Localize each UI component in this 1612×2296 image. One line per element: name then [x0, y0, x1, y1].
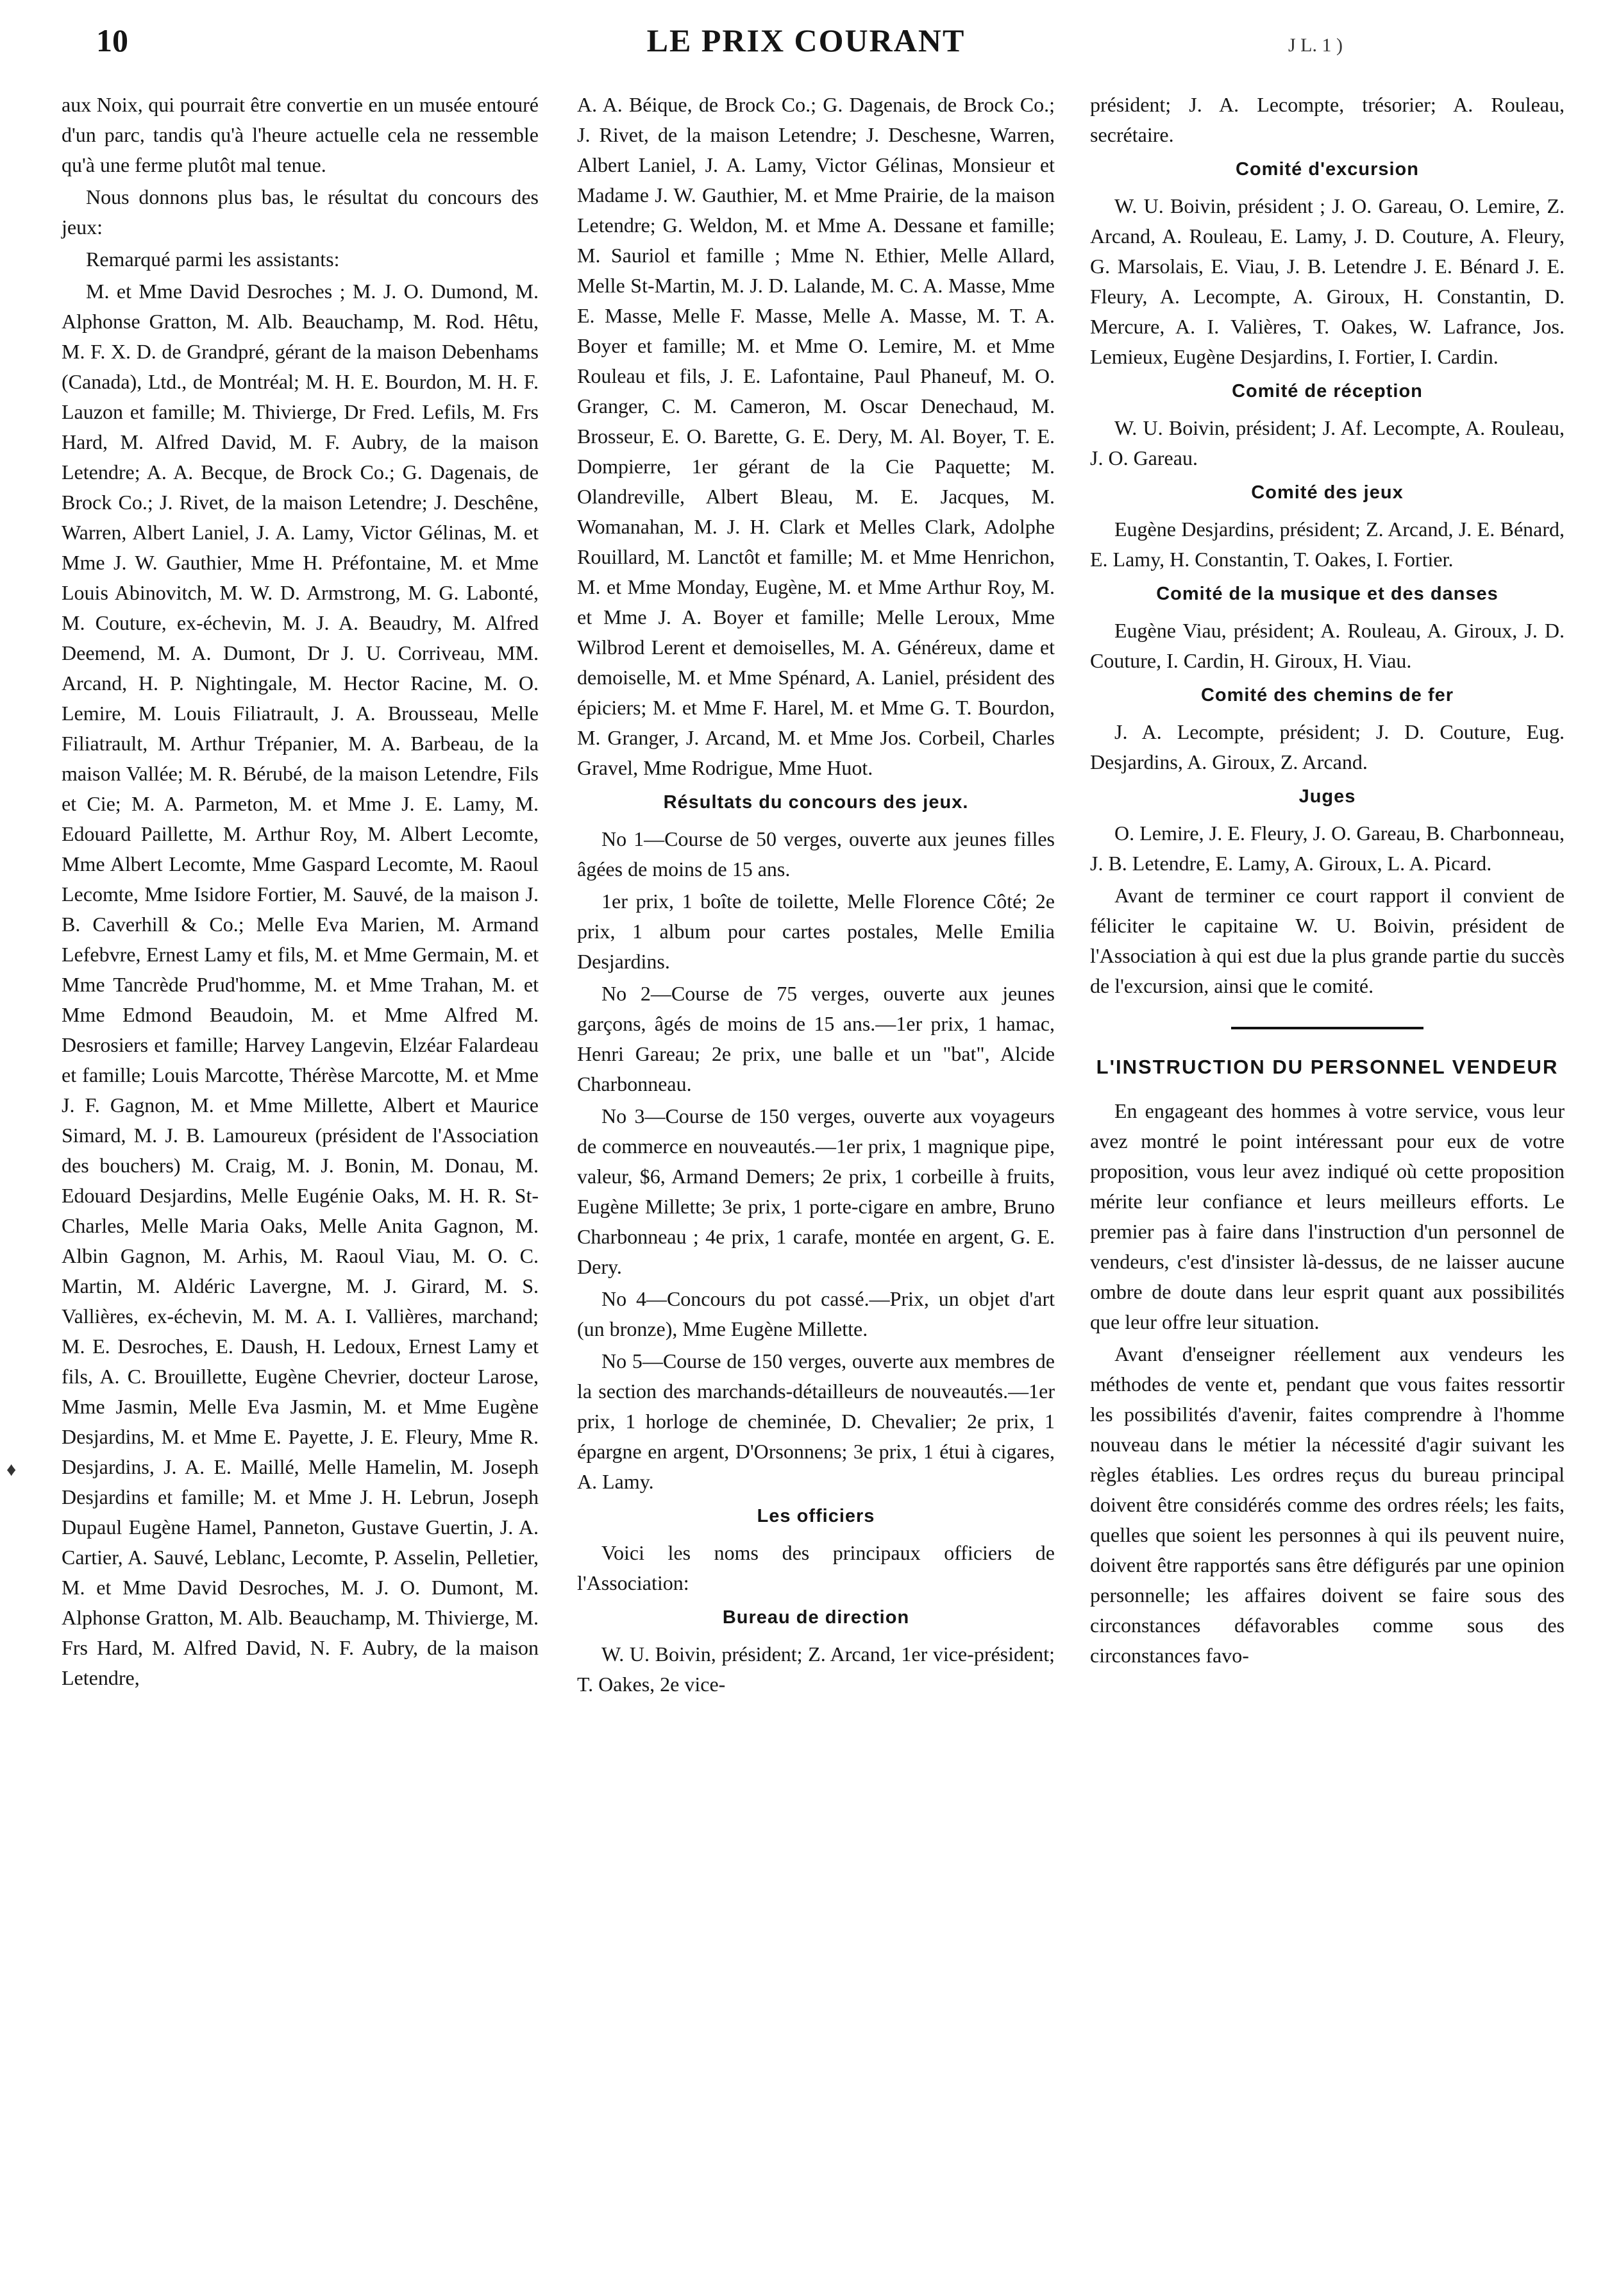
committee-heading: Comité des chemins de fer	[1200, 685, 1454, 705]
article-paragraph: Nous donnons plus bas, le résultat du concours des jeux:	[62, 185, 539, 239]
column-right	[1090, 90, 1565, 1673]
publication-title: LE PRIX COURANT	[646, 22, 966, 58]
result-item: No 4—Concours du pot cassé.—Prix, un objet d'art (un bronze), Mme Eugène Millette.	[577, 1287, 1055, 1340]
committee-members: W. U. Boivin, président; J. Af. Lecompte, A. Rouleau, J. O. Gareau.	[1090, 416, 1565, 469]
article-paragraph: Avant d'enseigner réellement aux vendeurs les méthodes de vente et, pendant que vous faites ressortir les possibilités d'avenir, faites comprendre à l'homme nouveau dans le métier la nécessité d'agir suivant les règles établies. Les ordres reçus du bureau principal doivent être considérés comme des ordres réels; les faits, quelles que soient les personnes à qui ils peuvent nuire, doivent être rapportés sans être défigurés par une opinion personnelle; les affaires doivent se faire sous des circonstances défavorables comme sous des circonstances favo-	[1090, 1342, 1565, 1667]
result-item: No 2—Course de 75 verges, ouverte aux jeunes garçons, âgés de moins de 15 ans.—1er prix, 1 hamac, Henri Gareau; 2e prix, une balle et un "bat", Alcide Charbonneau.	[577, 982, 1055, 1095]
result-item: 1er prix, 1 boîte de toilette, Melle Florence Côté; 2e prix, 1 album pour cartes postales, Melle Emilia Desjardins.	[577, 890, 1055, 973]
officers-intro: Voici les noms des principaux officiers de l'Association:	[577, 1541, 1055, 1594]
committee-heading: Comité d'excursion	[1236, 159, 1419, 180]
officers-heading: Les officiers	[757, 1506, 875, 1526]
page-header	[0, 19, 1612, 71]
article-paragraph: aux Noix, qui pourrait être convertie en un musée entouré d'un parc, tandis qu'à l'heure actuelle cela ne ressemble qu'à une ferme plutôt mal tenue.	[62, 93, 539, 176]
closing-paragraph: Avant de terminer ce court rapport il convient de féliciter le capitaine W. U. Boivin, président de l'Association à qui est due la plus grande partie du succès de l'excursion, ainsi que le comité.	[1090, 884, 1565, 997]
attendee-list-continued: A. A. Béique, de Brock Co.; G. Dagenais, de Brock Co.; J. Rivet, de la maison Letendre; J. Deschesne, Warren, Albert Laniel, J. A. Lamy, Victor Gélinas, Monsieur et Madame J. W. Gauthier, M. et Mme Prairie, de la maison Letendre; G. Weldon, M. et Mme A. Dessane et famille; M. Sauriol et famille ; Mme N. Ethier, Melle Allard, Melle St-Martin, M. J. D. Lalande, M. C. A. Masse, Mme E. Masse, Melle F. Masse, Melle A. Masse, M. T. A. Boyer et famille; M. et Mme O. Lemire, M. et Mme Rouleau et fils, J. E. Lafontaine, Paul Phaneuf, M. O. Granger, C. M. Cameron, M. Oscar Denechaud, M. Brosseur, E. O. Barette, G. E. Dery, M. Al. Boyer, T. E. Dompierre, 1er gérant de la Cie Paquette; M. Olandreville, Albert Bleau, M. E. Jacques, M. Womanahan, M. J. H. Clark et Melles Clark, Adolphe Rouillard, M. Lanctôt et famille; M. et Mme Henrichon, M. et Mme Monday, Eugène, M. et Mme Arthur Roy, M. et Mme J. A. Boyer et famille; Melle Leroux, Mme Wilbrod Lerent et demoiselles, M. A. Généreux, dame et demoiselle, M. et Mme Spénard, A. Laniel, président des épiciers; M. et Mme F. Harel, M. et Mme G. T. Bourdon, M. Granger, J. Arcand, M. et Mme Jos. Corbeil, Charles Gravel, Mme Rodrigue, Mme Huot.	[577, 93, 1055, 779]
bureau-list-continued: président; J. A. Lecompte, trésorier; A. Rouleau, secrétaire.	[1090, 93, 1565, 146]
section-divider	[1231, 1027, 1423, 1029]
bureau-list: W. U. Boivin, président; Z. Arcand, 1er vice-président; T. Oakes, 2e vice-	[577, 1642, 1055, 1696]
stamp-mark: J L. 1 )	[1288, 35, 1343, 56]
column-middle	[577, 90, 1055, 1701]
article-paragraph: Remarqué parmi les assistants:	[86, 248, 340, 271]
committee-heading: Comité de la musique et des danses	[1156, 584, 1499, 604]
page-number: 10	[96, 22, 128, 58]
committee-members: Eugène Viau, président; A. Rouleau, A. Giroux, J. D. Couture, I. Cardin, H. Giroux, H. Viau.	[1090, 619, 1565, 672]
margin-mark: ♦	[6, 1459, 17, 1480]
committee-members: W. U. Boivin, président ; J. O. Gareau, O. Lemire, Z. Arcand, A. Rouleau, E. Lamy, J. D. Couture, A. Fleury, G. Marsolais, E. Viau, J. B. Letendre J. E. Bénard J. E. Fleury, A. Lecompte, A. Giroux, H. Constantin, D. Mercure, A. I. Valières, T. Oakes, W. Lafrance, Jos. Lemieux, Eugène Desjardins, I. Fortier, I. Cardin.	[1090, 194, 1565, 368]
article-paragraph: En engageant des hommes à votre service, vous leur avez montré le point intéressant pour eux de votre proposition, vous leur avez indiqué où cette proposition mérite leur confiance et leurs meilleurs efforts. Le premier pas à faire dans l'instruction d'un personnel de vendeurs, c'est d'insister là-dessus, de ne laisser aucune ombre de doute dans leur esprit quant aux possibilités que leur offre leur situation.	[1090, 1099, 1565, 1333]
committee-members: J. A. Lecompte, président; J. D. Couture, Eug. Desjardins, A. Giroux, Z. Arcand.	[1090, 720, 1565, 773]
result-item: No 1—Course de 50 verges, ouverte aux jeunes filles âgées de moins de 15 ans.	[577, 827, 1055, 881]
judges-list: O. Lemire, J. E. Fleury, J. O. Gareau, B. Charbonneau, J. B. Letendre, E. Lamy, A. Giroux, L. A. Picard.	[1090, 822, 1565, 875]
bureau-heading: Bureau de direction	[722, 1607, 910, 1628]
judges-heading: Juges	[1298, 786, 1356, 807]
committee-heading: Comité des jeux	[1251, 482, 1404, 503]
article-title: L'INSTRUCTION DU PERSONNEL VENDEUR	[1096, 1056, 1559, 1078]
committee-heading: Comité de réception	[1232, 381, 1423, 401]
attendee-list: M. et Mme David Desroches ; M. J. O. Dumond, M. Alphonse Gratton, M. Alb. Beauchamp, M. Rod. Hêtu, M. F. X. D. de Grandpré, gérant de la maison Debenhams (Canada), Ltd., de Montréal; M. H. E. Bourdon, M. H. F. Lauzon et famille; M. Thivierge, Dr Fred. Lefils, M. Frs Hard, M. Alfred David, M. F. Aubry, de la maison Letendre; A. A. Becque, de Brock Co.; G. Dagenais, de Brock Co.; J. Rivet, de la maison Letendre; J. Deschêne, Warren, Albert Laniel, J. A. Lamy, Victor Gélinas, M. et Mme J. W. Gauthier, Mme H. Préfontaine, M. et Mme Louis Abinovitch, M. W. D. Armstrong, M. G. Labonté, M. Couture, ex-échevin, M. J. A. Beaudry, M. Alfred Deemend, M. A. Dumont, Dr J. U. Corriveau, MM. Arcand, H. P. Nightingale, M. Hector Racine, M. O. Lemire, M. Louis Filiatrault, J. A. Brousseau, Melle Filiatrault, M. Arthur Trépanier, M. A. Barbeau, de la maison Vallée; M. R. Bérubé, de la maison Letendre, Fils et Cie; M. A. Parmeton, M. et Mme J. E. Lamy, M. Edouard Paillette, M. Arthur Roy, M. Albert Lecomte, Mme Albert Lecomte, Mme Gaspard Lecomte, M. Raoul Lecomte, Mme Isidore Fortier, M. Sauvé, de la maison J. B. Caverhill & Co.; Melle Eva Marien, M. Armand Lefebvre, Ernest Lamy et fils, M. et Mme Germain, M. et Mme Tancrède Prud'homme, M. et Mme Trahan, M. et Mme Edmond Beaudoin, M. et Mme Alfred M. Desrosiers et famille; Harvey Langevin, Elzéar Falardeau et famille; Louis Marcotte, Thérèse Marcotte, M. et Mme J. F. Gagnon, M. et Mme Millette, Albert et Maurice Simard, M. J. B. Lamoureux (président de l'Association des bouchers) M. Craig, M. J. Bonin, M. Donau, M. Edouard Desjardins, Melle Eugénie Oaks, M. H. R. St-Charles, Melle Maria Oaks, Melle Anita Gagnon, M. Albin Gagnon, M. Arhis, M. Raoul Viau, M. O. C. Martin, M. Aldéric Lavergne, M. J. Girard, M. S. Vallières, ex-échevin, M. M. A. I. Vallières, marchand; M. E. Desroches, E. Daush, H. Ledoux, Ernest Lamy et fils, A. C. Brouillette, Eugène Chevrier, docteur Larose, Mme Jasmin, Melle Eva Jasmin, M. et Mme Eugène Desjardins, M. et Mme E. Payette, J. E. Fleury, Mme R. Desjardins, J. A. E. Maillé, Melle Hamelin, M. Joseph Desjardins et famille; M. et Mme J. H. Lebrun, Joseph Dupaul Eugène Hamel, Panneton, Gustave Guertin, J. A. Cartier, A. Sauvé, Leblanc, Lecomte, P. Asselin, Pelletier, M. et Mme David Desroches, M. J. O. Dumont, M. Alphonse Gratton, M. Alb. Beauchamp, M. Thivierge, M. Frs Hard, M. Alfred David, N. F. Aubry, de la maison Letendre,	[62, 280, 539, 1689]
result-item: No 5—Course de 150 verges, ouverte aux membres de la section des marchands-détailleurs de nouveautés.—1er prix, 1 horloge de cheminée, D. Chevalier; 2e prix, 1 épargne en argent, D'Orsonnens; 3e prix, 1 étui à cigares, A. Lamy.	[577, 1349, 1055, 1493]
committee-members: Eugène Desjardins, président; Z. Arcand, J. E. Bénard, E. Lamy, H. Constantin, T. Oakes, I. Fortier.	[1090, 518, 1565, 571]
results-heading: Résultats du concours des jeux.	[663, 792, 969, 813]
column-left	[62, 90, 539, 1695]
result-item: No 3—Course de 150 verges, ouverte aux voyageurs de commerce en nouveautés.—1er prix, 1 magnique pipe, valeur, $6, Armand Demers; 2e prix, 1 corbeille à fruits, Eugène Millette; 3e prix, 1 porte-cigare en ambre, Bruno Charbonneau ; 4e prix, 1 carafe, montée en argent, G. E. Dery.	[577, 1104, 1055, 1278]
